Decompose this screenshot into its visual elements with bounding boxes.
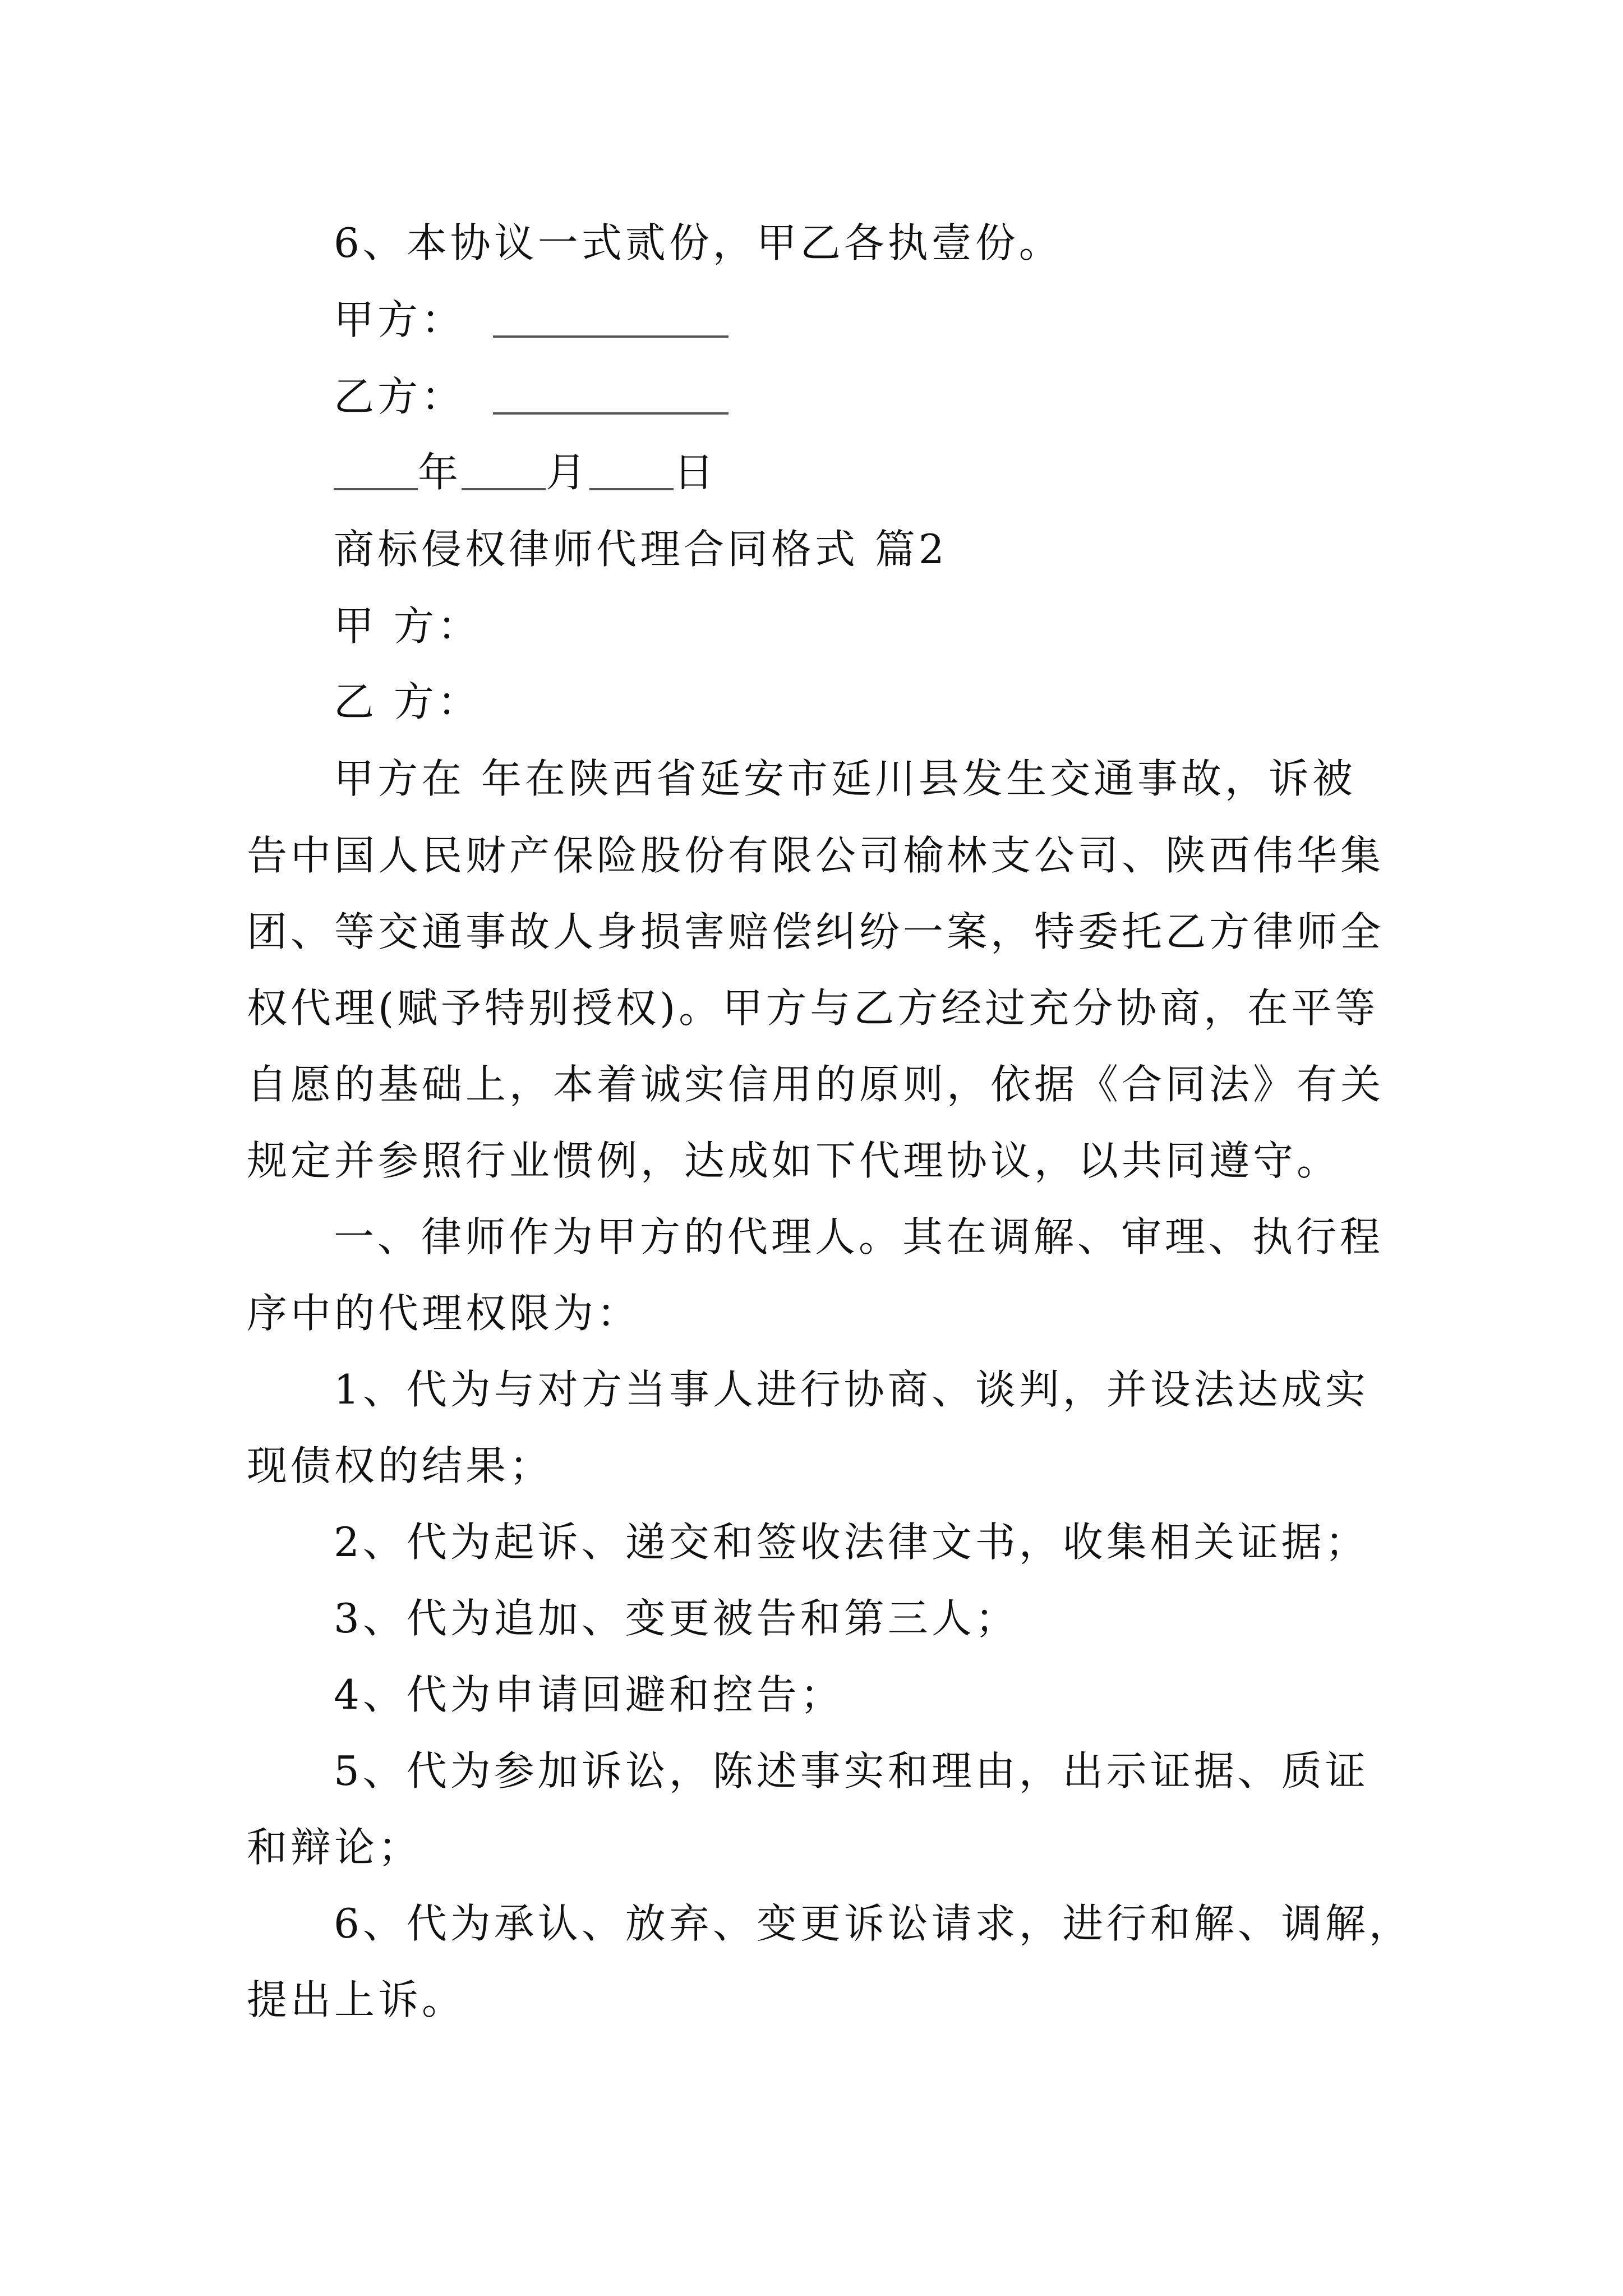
clause-item-6: 6、本协议一式贰份，甲乙各执壹份。 [334, 219, 1063, 266]
intro-line: 规定并参照行业惯例，达成如下代理协议，以共同遵守。 [247, 1137, 1341, 1184]
authority-item-5: 5、代为参加诉讼，陈述事实和理由，出示证据、质证 [334, 1747, 1369, 1795]
authority-item-3: 3、代为追加、变更被告和第三人； [334, 1595, 1019, 1642]
party-a-label: 甲方： [334, 296, 465, 343]
year-label: 年 [418, 449, 462, 496]
month-label: 月 [546, 449, 590, 496]
party-a-blank [493, 335, 728, 338]
intro-line: 权代理(赋予特别授权)。甲方与乙方经过充分协商，在平等 [247, 984, 1379, 1032]
day-label: 日 [674, 449, 718, 496]
section-title: 商标侵权律师代理合同格式 篇2 [334, 526, 948, 573]
day-blank [589, 488, 674, 490]
intro-line: 甲方在 年在陕西省延安市延川县发生交通事故，诉被 [334, 755, 1356, 802]
intro-line: 告中国人民财产保险股份有限公司榆林支公司、陕西伟华集 [247, 832, 1385, 879]
party-a-signature-row [334, 292, 1478, 348]
authority-item-4: 4、代为申请回避和控告； [334, 1671, 844, 1718]
year-blank [334, 488, 418, 490]
intro-line: 自愿的基础上，本着诚实信用的原则，依据《合同法》有关 [247, 1061, 1385, 1108]
date-row [334, 444, 1478, 500]
party-b-blank [493, 412, 728, 415]
clause-1-line: 一、律师作为甲方的代理人。其在调解、审理、执行程 [334, 1213, 1384, 1260]
authority-item-5-cont: 和辩论； [247, 1824, 422, 1871]
authority-item-6: 6、代为承认、放弃、变更诉讼请求，进行和解、调解， [334, 1900, 1413, 1947]
authority-item-1-cont: 现债权的结果； [247, 1442, 554, 1489]
authority-item-1: 1、代为与对方当事人进行协商、谈判，并设法达成实 [334, 1366, 1369, 1413]
party-b-label: 乙方： [334, 373, 465, 420]
month-blank [462, 488, 546, 490]
party-b-line: 乙 方： [334, 678, 481, 725]
authority-item-2: 2、代为起诉、递交和签收法律文书，收集相关证据； [334, 1519, 1369, 1566]
authority-item-6-cont: 提出上诉。 [247, 1976, 466, 2023]
intro-line: 团、等交通事故人身损害赔偿纠纷一案，特委托乙方律师全 [247, 908, 1385, 955]
clause-1-line: 序中的代理权限为： [247, 1290, 641, 1337]
party-a-line: 甲 方： [334, 602, 481, 650]
party-b-signature-row [334, 369, 1478, 425]
